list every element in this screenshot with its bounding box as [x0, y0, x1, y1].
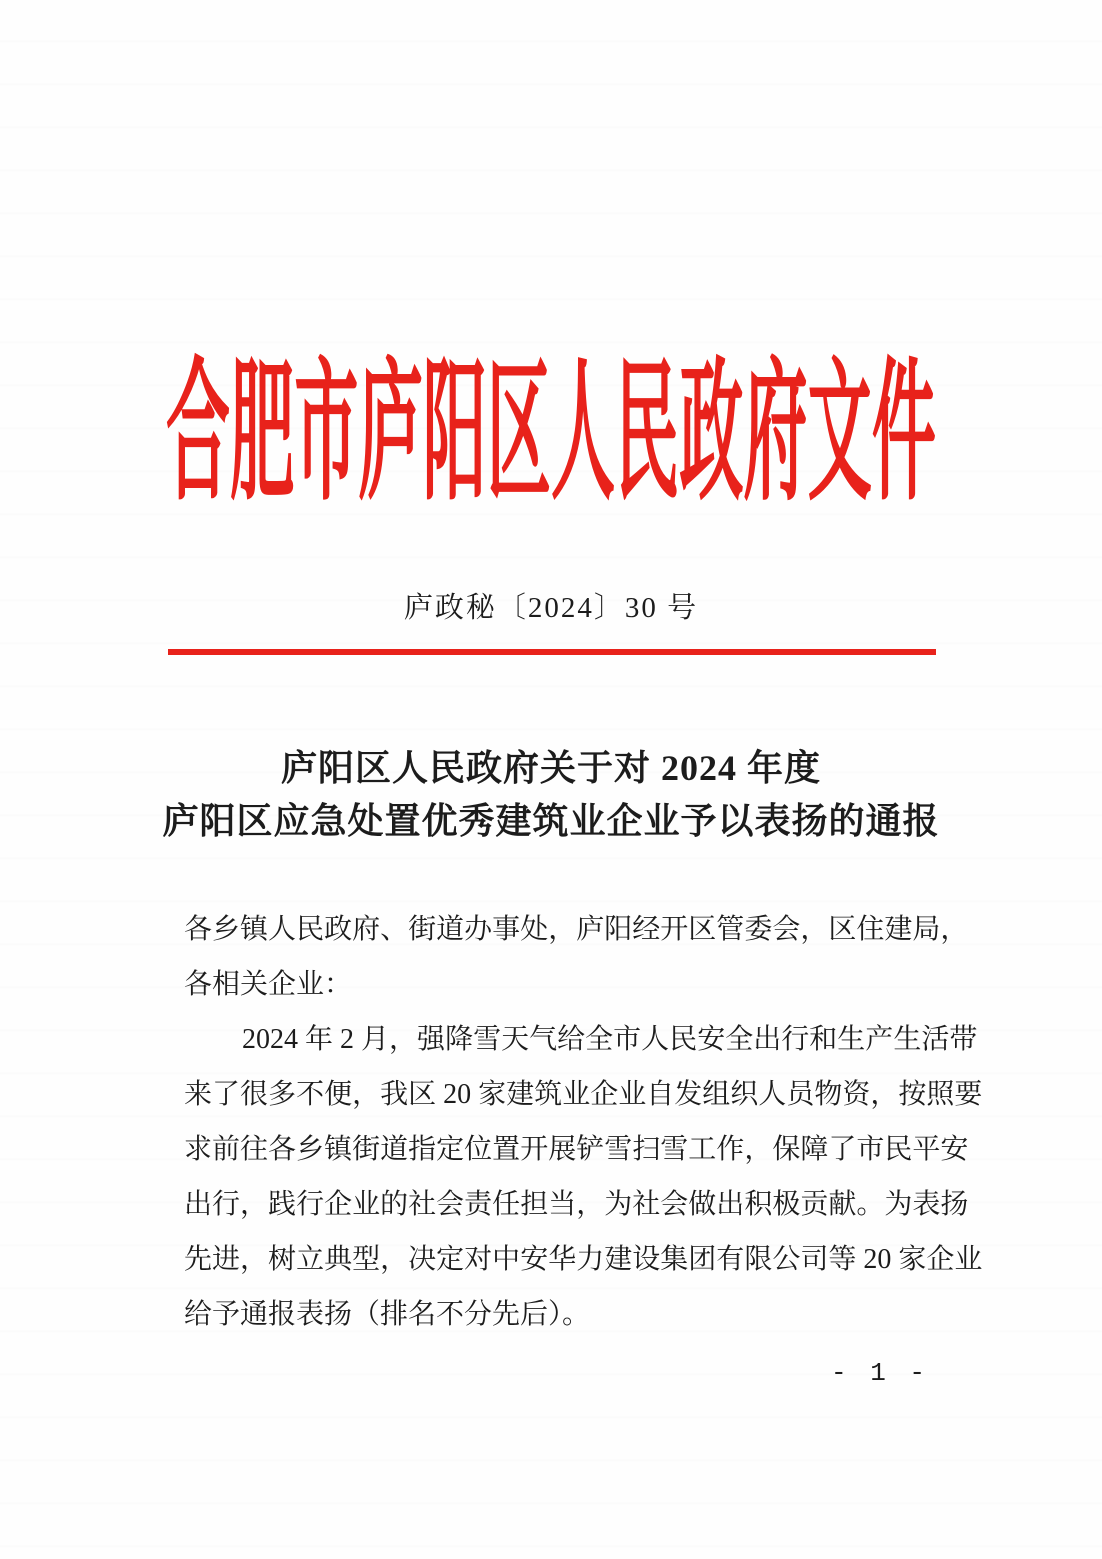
document-title-line-1: 庐阳区人民政府关于对 2024 年度 — [280, 748, 821, 788]
document-title-line-2: 庐阳区应急处置优秀建筑业企业予以表扬的通报 — [162, 801, 940, 841]
body-line: 来 了 很 多 不 便 ， 我 区 20 家 建 筑 业 企 业 自 发 组 织 人 员 物 资 ， 按 照 要 — [184, 1079, 983, 1110]
recipient-line: 各 乡 镇 人 民 政 府 、 街 道 办 事 处 ， 庐 阳 经 开 区 管 委 会 ， 区 住 建 局 ， — [184, 914, 969, 945]
body-line: 给予通报表扬（排名不分先后）。 — [184, 1299, 591, 1330]
body-line: 求 前 往 各 乡 镇 街 道 指 定 位 置 开 展 铲 雪 扫 雪 工 作 ， 保 障 了 市 民 平 安 — [184, 1134, 969, 1165]
document-title — [96, 742, 1006, 848]
recipient-line: 各相关企业： — [184, 969, 353, 1000]
document-body — [184, 902, 983, 1342]
document-number: 庐政秘〔2024〕30 号 — [403, 592, 699, 624]
page-number: - 1 - — [830, 1358, 929, 1388]
body-line: 先 进 ， 树 立 典 型 ， 决 定 对 中 安 华 力 建 设 集 团 有 限 公 司 等 20 家 企 业 — [184, 1244, 983, 1275]
agency-banner-title: 合 肥 市 庐 阳 区 人 民 政 府 文 件 — [166, 348, 936, 519]
body-line: 出 行 ， 践 行 企 业 的 社 会 责 任 担 当 ， 为 社 会 做 出 积 极 贡 献 。 为 表 扬 — [184, 1189, 969, 1220]
red-separator-line — [168, 649, 936, 655]
body-line: 2024 年 2 月 ， 强 降 雪 天 气 给 全 市 人 民 安 全 出 行 和 生 产 生 活 带 — [242, 1024, 978, 1055]
